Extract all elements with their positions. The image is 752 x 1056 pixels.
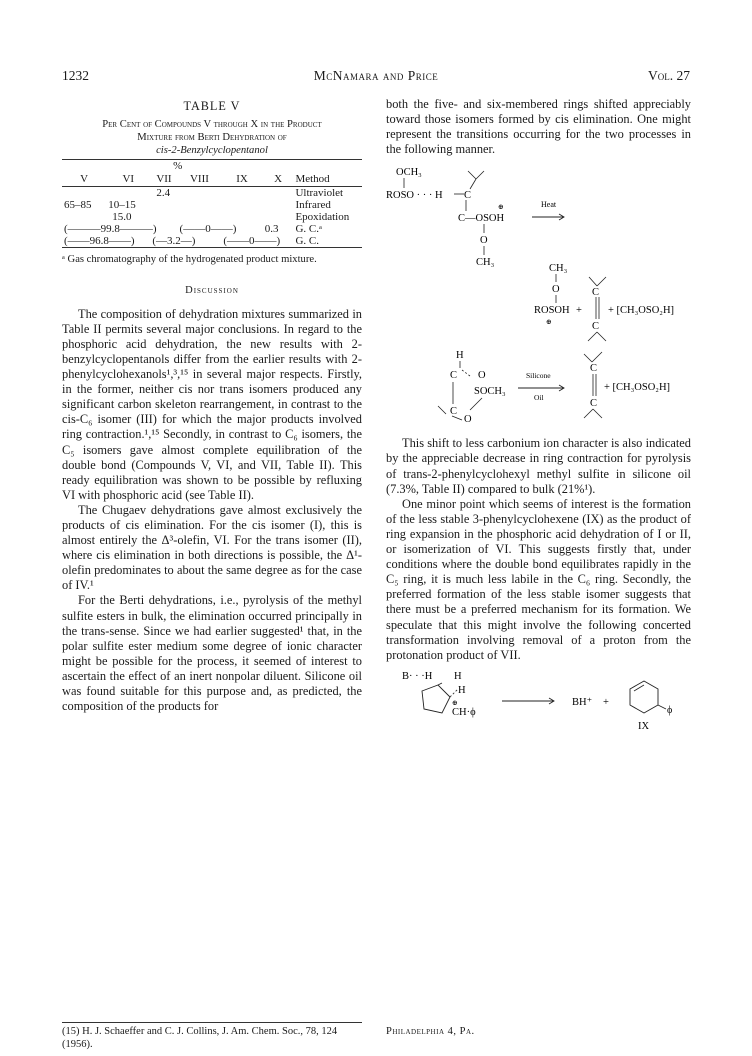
scheme3-ch-phi: CH·ϕ [452,706,476,718]
scheme1-c-osoh: C—OSOH [458,213,505,225]
table-caption-line1: Per Cent of Compounds V through X in the Product [102,119,322,131]
product-charge: ⊕ [546,318,552,327]
table-cell: Infrared [295,199,331,212]
volume-label: Vol. 27 [648,68,690,83]
col-header-x: X [274,173,283,186]
scheme2-prod-c2: C [590,398,598,410]
table-cell [178,199,222,211]
paragraph: One minor point which seems of interest is the formation of the less stable 3-phenylcyclohexene (IX) as the product of ring expansion in the phosphoric acid dehydration of I or II, or isomerization of VI. This suggests firstly that, under conditions where the double bond equilibrates rapidly in the C₅ ring, it is much less labile in the C₆ ring. Secondly, the preferred formation of the less stable isomer suggests that there must be a preferred mechanism for its formation. We speculate that this might involve the following concerted transformation involving removal of a proton from the protonation product of VII. [386,496,691,662]
col-header-viii: VIII [189,173,209,186]
table-cell: (———99.8———) [64,223,157,236]
scheme2-o1: O [478,370,486,382]
table-cell: 10–15 [108,199,136,212]
table-caption [62,118,362,157]
scheme2-soch3: SOCH₃ [474,386,506,398]
scheme2-c-top: C [450,370,458,382]
scheme3-b-h: B· · ·H [402,670,433,682]
table-cell: Epoxidation [295,211,350,224]
table-cell: G. C.ᵃ [295,223,322,236]
table-cell [178,211,222,223]
scheme1-roso-h: ROSO · · · H [386,190,443,202]
scheme1-plus-charge: ⊕ [498,203,504,212]
product-plus: + [576,305,582,317]
paragraph: The Chugaev dehydrations gave almost exclusively the products of cis elimination. For the cis isomer (I), this is almost entirely the Δ³-olefin, VI. For the trans isomer (II), where cis elimination in both directions is possible, the Δ¹-olefin predominates to about the same degree as for the case of IV.¹ [62,502,362,593]
scheme-2-diagram [386,348,691,428]
col-header-ix: IX [236,173,248,186]
table-caption-line2: Mixture from Berti Dehydration of [137,132,287,144]
table-cell: (——0——) [223,235,281,248]
product-ch3: CH₃ [549,263,568,275]
scheme3-plus: + [603,696,609,708]
product-o: O [552,284,560,296]
paragraph: The composition of dehydration mixtures summarized in Table II permits several major conclusions. In regard to the phosphoric acid dehydration, the new results with 2-benzylcyclopentanols differ from the earlier results with 2-phenylcyclohexanols¹,³,¹⁵ in several major respects. Firstly, in the former, neither cis nor trans isomers produced any significant carbon skeleton rearrangement, in contrast to the cis-C₆ isomer (III) for which the major products involved ring contraction.¹,¹⁵ Secondly, in contrast to C₆ isomers, the C₅ isomers gave almost complete equilibration of the double bond (Compounds V, VI, and VII, Table II). This ready equilibration was shown to be possible by refluxing VI with phosphoric acid (see Table II). [62,306,362,502]
page-number: 1232 [62,68,89,83]
col-header-vii: VII [156,173,172,186]
table-cell: 2.4 [156,187,171,200]
table-row [62,199,362,211]
table-row [62,223,362,235]
table-cell [178,187,222,200]
scheme2-h: H [456,350,464,362]
table-cell [150,199,177,211]
scheme-1-products [386,259,691,354]
scheme1-ch3: CH₃ [476,257,495,269]
paragraph: This shift to less carbonium ion character is also indicated by the appreciable decrease in ring contraction for pyrolysis of trans-2-phenylcyclohexyl methyl sulfite in silicone oil (7.3%, Table II) compared to bulk (21%¹). [386,436,691,496]
table-cell [221,199,262,211]
table-cell [263,211,294,223]
col-header-method: Method [295,173,330,186]
scheme2-c-bot: C [450,406,458,418]
scheme2-o2: O [464,414,472,426]
table-row [62,235,362,248]
table-row [62,211,362,223]
section-heading: Discussion [185,284,239,296]
right-column [386,97,691,731]
table-footnote: ᵃ Gas chromatography of the hydrogenated product mixture. [62,254,317,266]
table-caption-compound: cis-2-Benzylcyclopentanol [156,145,268,157]
table-cell [150,211,177,223]
scheme3-phi: ϕ [667,704,673,716]
scheme3-bh-plus: BH⁺ [572,696,593,708]
place-line: Philadelphia 4, Pa. [386,1026,475,1037]
reference-footnote: (15) H. J. Schaeffer and C. J. Collins, J. Am. Chem. Soc., 78, 124 (1956). [62,1022,362,1051]
left-column [62,97,362,714]
paragraph: both the five- and six-membered rings shifted appreciably toward those isomers formed by cis elimination. One might represent the transitions occurring for the two processes in the following manner. [386,97,691,157]
table-cell [263,187,294,200]
scheme2-silicone: Silicone [526,371,551,381]
scheme2-oil: Oil [534,393,544,403]
table-caption-line3 [62,144,362,157]
scheme-3-diagram [386,667,691,731]
table-cell [62,211,106,223]
table-cell [106,187,150,200]
product-c-top: C [592,287,600,299]
scheme3-h2: H [458,684,466,696]
scheme3-h1: H [454,670,462,682]
table-cell [221,187,262,200]
col-header-vi: VI [122,173,135,186]
scheme2-prod-side: + [CH₃OSO₂H] [604,382,671,394]
table-cell: Ultraviolet [295,187,344,200]
table-cell [263,199,294,211]
table-cell: G. C. [295,235,319,248]
table-cell [62,187,106,200]
table-cell: 0.3 [264,223,279,236]
table-title: TABLE V [183,99,241,113]
scheme1-o: O [480,235,488,247]
svg-text:C: C [464,190,472,202]
table-cell: 65–85 [64,199,92,212]
scheme1-heat: Heat [541,200,557,210]
table-cell: (——0——) [179,223,237,236]
scheme3-charge: ⊕ [452,698,458,707]
table-cell: 15.0 [112,211,132,224]
paragraph: For the Berti dehydrations, i.e., pyrolysis of the methyl sulfite esters in bulk, the elimination occurred principally in the trans-sense. Since we had earlier suggested¹ that, in the polar sulfite ester medium some degree of ionic character might be possible for the process, it seemed of interest to ascertain the effect of an inert nonpolar diluent. Silicone oil was found suitable for this purpose and, as predicted, the composition of the products for [62,593,362,714]
results-table [62,159,362,248]
table-row [62,187,362,200]
table-cell: (——96.8——) [64,235,135,248]
col-header-v: V [80,173,89,186]
scheme3-label: IX [638,720,650,731]
scheme1-och3: OCH₃ [396,167,422,179]
product-rosoh: ROSOH [534,305,570,317]
percent-header: % [173,160,183,173]
table-cell: (—3.2—) [152,235,196,248]
running-title: McNamara and Price [313,68,439,83]
product-side: + [CH₃OSO₂H] [608,305,675,317]
scheme2-prod-c1: C [590,363,598,375]
table-cell [221,211,262,223]
product-c-bot: C [592,321,600,333]
